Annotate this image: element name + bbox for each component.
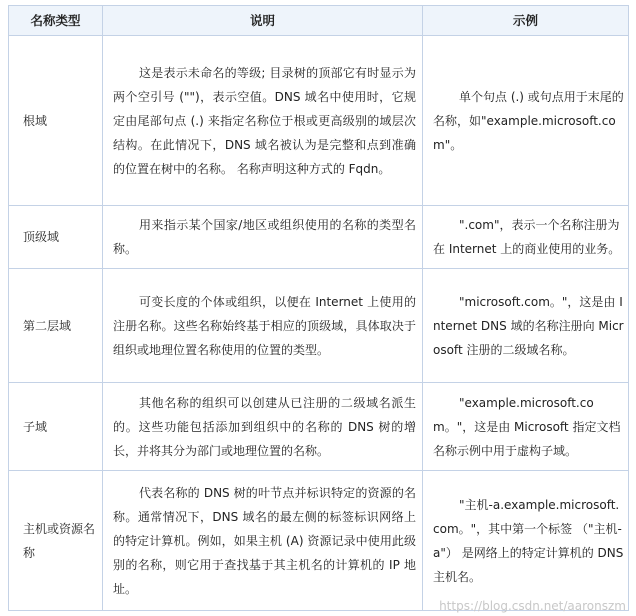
- example-text: 单个句点 (.) 或句点用于末尾的名称，如"example.microsoft.com"。: [433, 89, 624, 152]
- cell-description: [103, 471, 423, 611]
- dns-name-types-table: [8, 5, 629, 611]
- table-row-second-level-domain: [9, 269, 629, 383]
- cell-description: [103, 383, 423, 471]
- table-row-host-or-resource-name: [9, 471, 629, 611]
- example-text: "microsoft.com。"，这是由 Internet DNS 域的名称注册向 Microsoft 注册的二级域名称。: [433, 294, 624, 357]
- description-text: 可变长度的个体或组织，以便在 Internet 上使用的注册名称。这些名称始终基于相应的顶级域，具体取决于组织或地理位置名称使用的位置的类型。: [113, 294, 416, 357]
- cell-name: 顶级域: [9, 206, 103, 269]
- table-row-subdomain: [9, 383, 629, 471]
- example-text: "example.microsoft.com。"，这是由 Microsoft 指定文档名称示例中用于虚构子域。: [433, 395, 621, 458]
- example-text: ".com"，表示一个名称注册为在 Internet 上的商业使用的业务。: [433, 218, 621, 256]
- cell-name: 第二层域: [9, 269, 103, 383]
- cell-example: [423, 383, 629, 471]
- cell-name: 主机或资源名称: [9, 471, 103, 611]
- cell-example: [423, 471, 629, 611]
- table-header-row: [9, 6, 629, 36]
- header-name-type: 名称类型: [9, 6, 103, 36]
- watermark: https://blog.csdn.net/aaronszm: [439, 599, 626, 613]
- table-row-root-domain: [9, 36, 629, 206]
- header-example: 示例: [423, 6, 629, 36]
- cell-example: [423, 36, 629, 206]
- description-text: 代表名称的 DNS 树的叶节点并标识特定的资源的名称。通常情况下，DNS 域名的最左侧的标签标识网络上的特定计算机。例如，如果主机 (A) 资源记录中使用此级别的名称，则它用于查找基于其主机名的计算机的 IP 地址。: [113, 485, 416, 596]
- description-text: 用来指示某个国家/地区或组织使用的名称的类型名称。: [113, 218, 416, 256]
- cell-description: [103, 269, 423, 383]
- cell-description: [103, 36, 423, 206]
- cell-name: 根域: [9, 36, 103, 206]
- cell-example: [423, 269, 629, 383]
- description-text: 其他名称的组织可以创建从已注册的二级域名派生的。这些功能包括添加到组织中的名称的 DNS 树的增长，并将其分为部门或地理位置的名称。: [113, 395, 416, 458]
- example-text: "主机-a.example.microsoft.com。"，其中第一个标签 （"主机-a"） 是网络上的特定计算机的 DNS 主机名。: [433, 497, 624, 584]
- cell-example: [423, 206, 629, 269]
- cell-name: 子域: [9, 383, 103, 471]
- cell-description: [103, 206, 423, 269]
- table-row-top-level-domain: [9, 206, 629, 269]
- header-description: 说明: [103, 6, 423, 36]
- description-text: 这是表示未命名的等级; 目录树的顶部它有时显示为两个空引号 ("")，表示空值。DNS 域名中使用时，它规定由尾部句点 (.) 来指定名称位于根或更高级别的域层次结构。在此情况下，DNS 域名被认为是完整和点到准确的位置在树中的名称。 名称声明这种方式的 Fqdn。: [113, 65, 416, 176]
